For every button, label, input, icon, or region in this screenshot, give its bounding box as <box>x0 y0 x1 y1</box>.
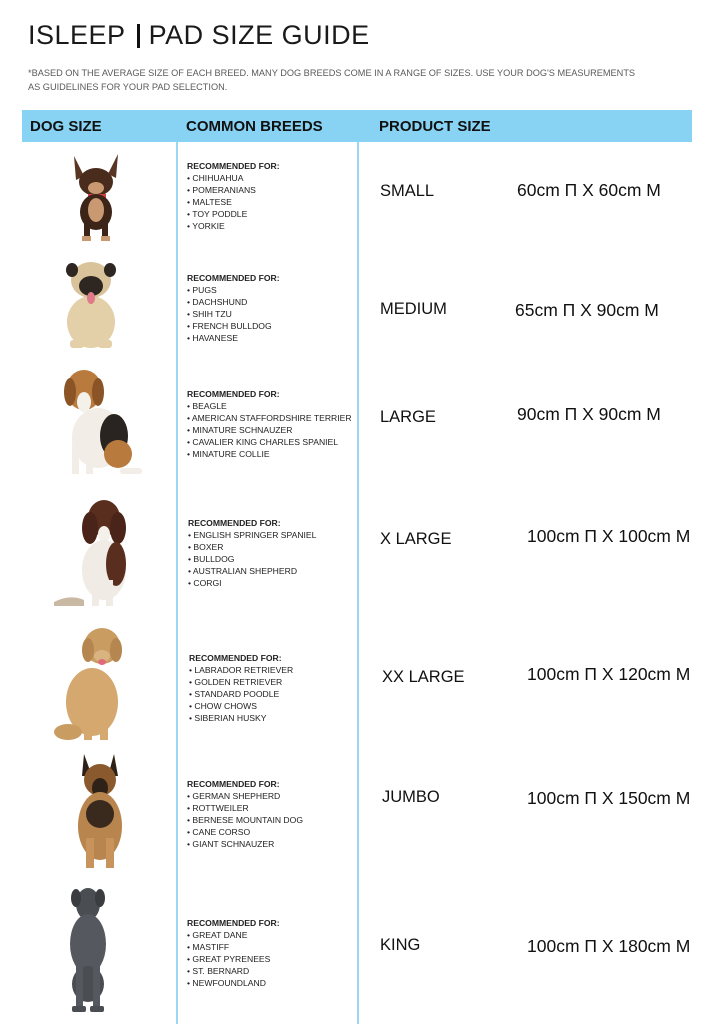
product-size-label: XX LARGE <box>382 668 465 686</box>
recommended-label: RECOMMENDED FOR: <box>187 389 280 399</box>
breed-item: • GERMAN SHEPHERD <box>187 791 281 801</box>
breed-list <box>187 160 280 232</box>
recommended-label: RECOMMENDED FOR: <box>187 161 280 171</box>
breed-item: • MINATURE SCHNAUZER <box>187 425 293 435</box>
product-dimensions: 65cm П X 90cm М <box>515 300 659 320</box>
breed-item: • LABRADOR RETRIEVER <box>189 665 294 675</box>
breed-item: • DACHSHUND <box>187 297 248 307</box>
disclaimer-note <box>28 66 668 94</box>
breed-item: • GIANT SCHNAUZER <box>187 839 275 849</box>
product-size-label: MEDIUM <box>380 300 447 318</box>
breed-item: • CHOW CHOWS <box>189 701 257 711</box>
breed-item: • TOY PODDLE <box>187 209 248 219</box>
product-dimensions: 90cm П X 90cm М <box>517 404 661 424</box>
breed-item: • AUSTRALIAN SHEPHERD <box>188 566 298 576</box>
header-common-breeds: COMMON BREEDS <box>186 118 323 135</box>
product-dimensions: 100cm П X 100cm М <box>527 526 691 546</box>
breed-item: • PUGS <box>187 285 217 295</box>
disclaimer-line-2: AS GUIDELINES FOR YOUR PAD SELECTION. <box>28 82 228 92</box>
product-size-label: LARGE <box>380 408 436 426</box>
pug-photo-icon <box>58 256 124 352</box>
breed-item: • ENGLISH SPRINGER SPANIEL <box>188 530 317 540</box>
breed-list <box>187 272 280 344</box>
product-dimensions: 100cm П X 180cm М <box>527 936 691 956</box>
breed-list <box>187 917 280 989</box>
recommended-label: RECOMMENDED FOR: <box>188 518 281 528</box>
disclaimer-line-1: *BASED ON THE AVERAGE SIZE OF EACH BREED. MANY DOG BREEDS COME IN A RANGE OF SIZES. USE YOUR DOG'S MEASUREMENTS <box>28 68 636 78</box>
breed-item: • MASTIFF <box>187 942 230 952</box>
breed-item: • CAVALIER KING CHARLES SPANIEL <box>187 437 339 447</box>
recommended-label: RECOMMENDED FOR: <box>189 653 282 663</box>
product-dimensions: 60cm П X 60cm М <box>517 180 661 200</box>
product-size-label: JUMBO <box>382 788 440 806</box>
breed-item: • SIBERIAN HUSKY <box>189 713 267 723</box>
breed-item: • ROTTWEILER <box>187 803 249 813</box>
header-product-size: PRODUCT SIZE <box>379 118 491 135</box>
guide-title: PAD SIZE GUIDE <box>148 20 370 50</box>
product-size-label: KING <box>380 936 421 954</box>
breed-item: • STANDARD POODLE <box>189 689 280 699</box>
breed-item: • ST. BERNARD <box>187 966 250 976</box>
breed-list <box>189 652 293 724</box>
breed-item: • MINATURE COLLIE <box>187 449 270 459</box>
chihuahua-photo-icon <box>60 152 130 244</box>
recommended-label: RECOMMENDED FOR: <box>187 918 280 928</box>
page-title <box>28 20 370 51</box>
breed-item: • GREAT PYRENEES <box>187 954 271 964</box>
beagle-photo-icon <box>58 364 144 478</box>
breed-item: • MALTESE <box>187 197 232 207</box>
title-divider <box>137 24 140 48</box>
brand-name: ISLEEP <box>28 20 126 50</box>
breed-item: • AMERICAN STAFFORDSHIRE TERRIER <box>187 413 352 423</box>
breed-list <box>187 778 303 850</box>
product-size-label: X LARGE <box>380 530 452 548</box>
breed-list <box>187 388 352 460</box>
great-dane-photo-icon <box>60 884 116 1016</box>
recommended-label: RECOMMENDED FOR: <box>187 779 280 789</box>
breed-item: • CANE CORSO <box>187 827 251 837</box>
breed-item: • CHIHUAHUA <box>187 173 244 183</box>
breed-item: • BERNESE MOUNTAIN DOG <box>187 815 304 825</box>
breed-item: • YORKIE <box>187 221 225 231</box>
product-dimensions: 100cm П X 150cm М <box>527 788 691 808</box>
breed-item: • NEWFOUNDLAND <box>187 978 266 988</box>
product-size-label: SMALL <box>380 182 435 200</box>
breed-item: • HAVANESE <box>187 333 238 343</box>
table-header <box>22 110 692 142</box>
breed-item: • CORGI <box>188 578 222 588</box>
breed-item: • GOLDEN RETRIEVER <box>189 677 283 687</box>
breed-item: • FRENCH BULLDOG <box>187 321 272 331</box>
breed-item: • SHIH TZU <box>187 309 232 319</box>
product-dimensions: 100cm П X 120cm М <box>527 664 691 684</box>
column-divider-2 <box>357 142 359 1024</box>
breed-item: • GREAT DANE <box>187 930 248 940</box>
recommended-label: RECOMMENDED FOR: <box>187 273 280 283</box>
breed-item: • BULLDOG <box>188 554 235 564</box>
column-divider-1 <box>176 142 178 1024</box>
breed-item: • BEAGLE <box>187 401 227 411</box>
breed-item: • BOXER <box>188 542 224 552</box>
german-shepherd-photo-icon <box>70 752 130 872</box>
springer-spaniel-photo-icon <box>52 494 134 610</box>
labrador-photo-icon <box>54 624 128 744</box>
breed-item: • POMERANIANS <box>187 185 256 195</box>
breed-list <box>188 517 316 589</box>
header-dog-size: DOG SIZE <box>30 118 102 135</box>
